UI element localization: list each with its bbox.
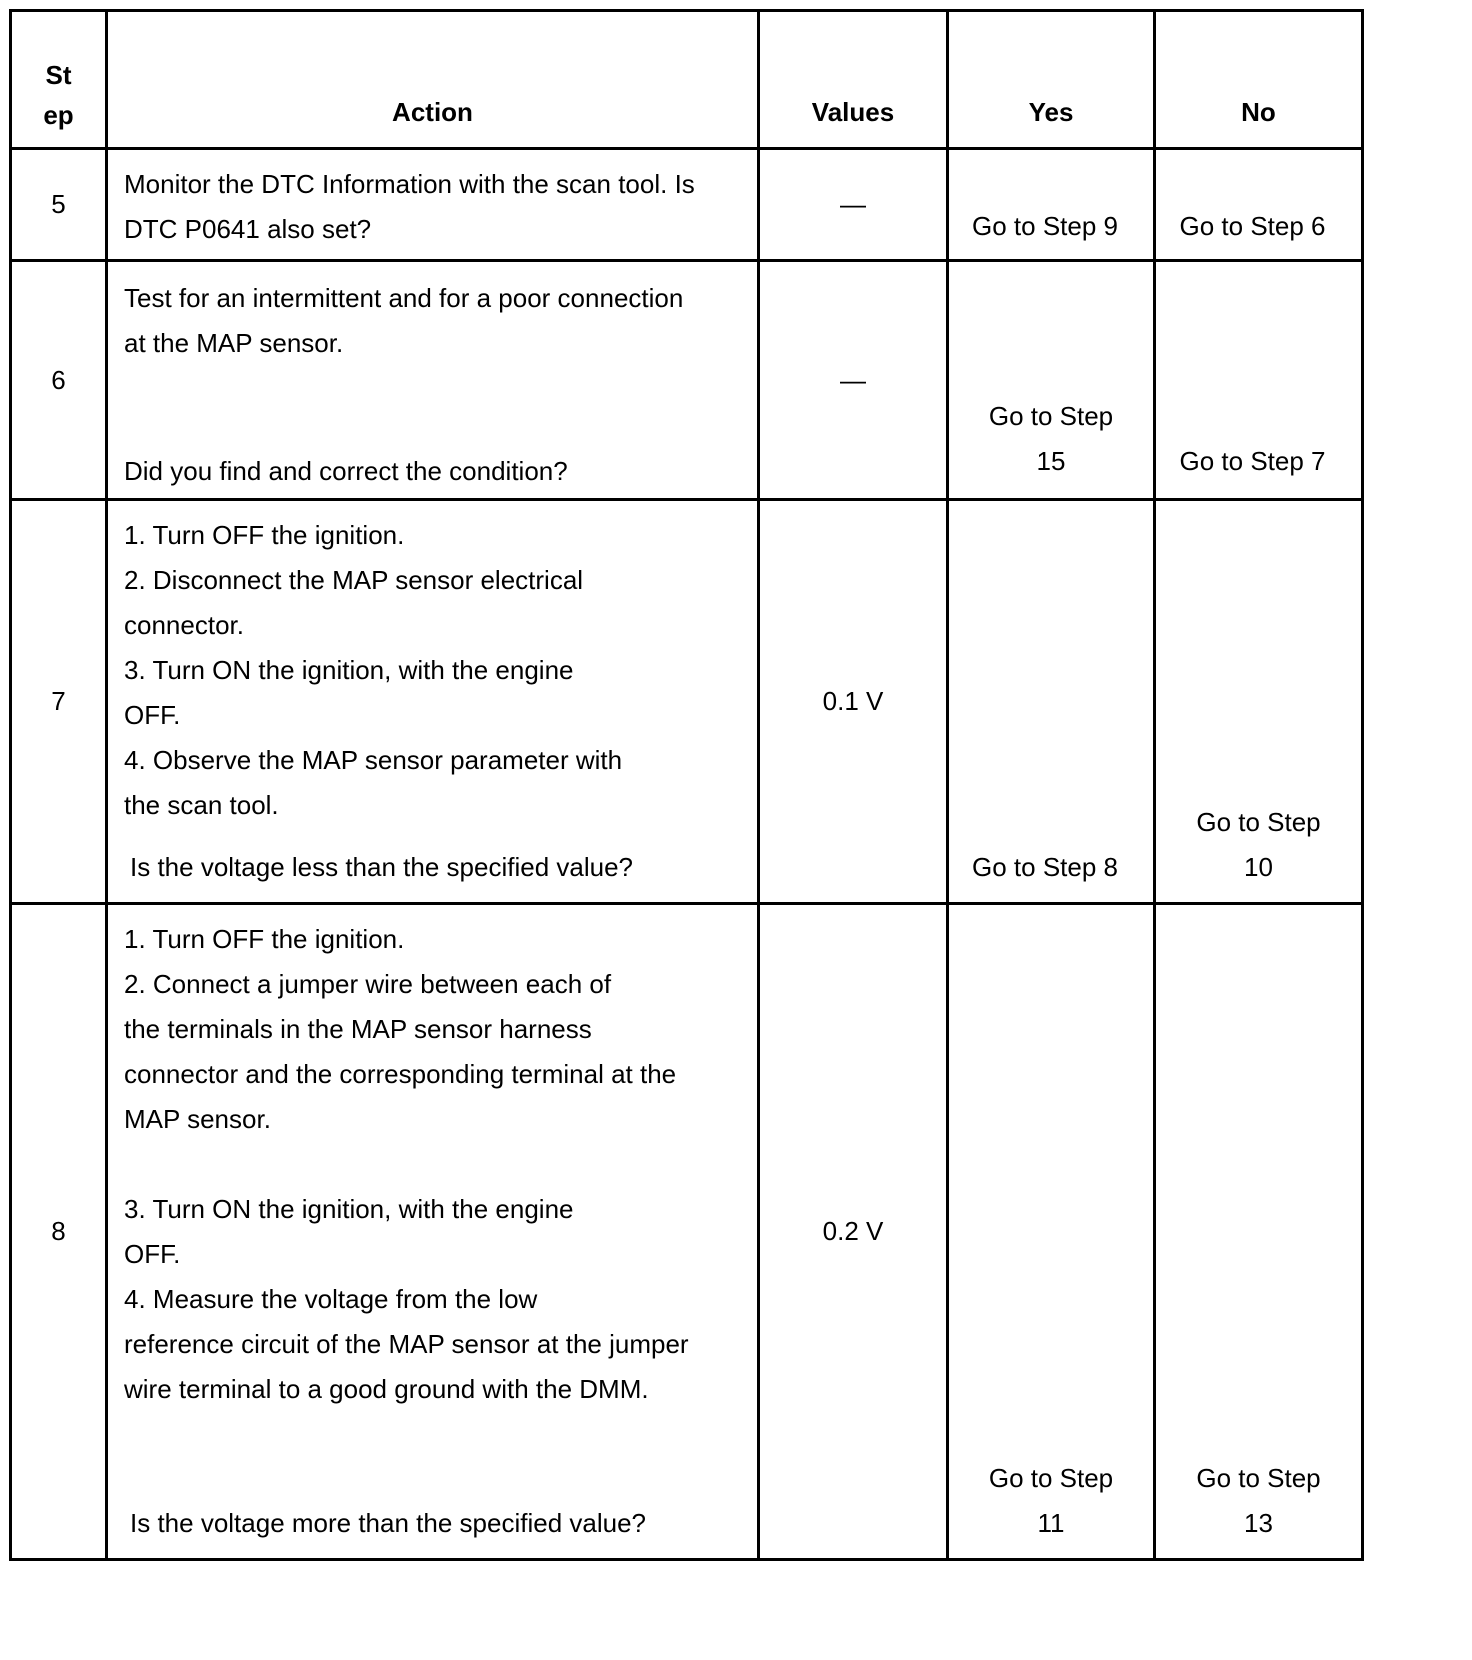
- diagnostic-table: [9, 9, 1364, 1561]
- yes-text-line: Go to Step: [988, 401, 1114, 431]
- value-cell: —: [759, 261, 948, 500]
- header-values: Values: [759, 11, 948, 149]
- action-line: 3. Turn ON the ignition, with the engine: [124, 655, 574, 685]
- action-cell: [107, 500, 759, 904]
- action-line: MAP sensor.: [124, 1104, 271, 1134]
- yes-text: Go to Step 8: [972, 852, 1118, 882]
- action-line: OFF.: [124, 1239, 181, 1269]
- yes-cell: [948, 149, 1155, 261]
- no-cell: [1155, 500, 1363, 904]
- step-number: 8: [11, 904, 107, 1560]
- action-line: reference circuit of the MAP sensor at the jumper: [124, 1329, 689, 1359]
- action-line: 2. Connect a jumper wire between each of: [124, 969, 612, 999]
- action-line: [124, 1142, 757, 1187]
- no-cell: [1155, 904, 1363, 1560]
- action-question: Is the voltage more than the specified value?: [130, 1508, 646, 1538]
- header-yes: Yes: [948, 11, 1155, 149]
- yes-text: [949, 394, 1153, 484]
- header-step-line1: St: [45, 60, 72, 90]
- action-line: 3. Turn ON the ignition, with the engine: [124, 1194, 574, 1224]
- value-cell: —: [759, 149, 948, 261]
- yes-text-line: Go to Step: [988, 1463, 1114, 1493]
- header-action: Action: [107, 11, 759, 149]
- table-row: [11, 500, 1363, 904]
- no-cell: [1155, 149, 1363, 261]
- yes-text: Go to Step 9: [972, 211, 1118, 241]
- no-text-line: Go to Step: [1196, 1463, 1321, 1493]
- table-row: [11, 149, 1363, 261]
- no-text-line: 13: [1244, 1508, 1273, 1538]
- action-line: Monitor the DTC Information with the scan tool. Is: [124, 169, 695, 199]
- action-cell: [107, 149, 759, 261]
- no-text: Go to Step 6: [1179, 211, 1326, 241]
- table-row: [11, 261, 1363, 500]
- no-text: Go to Step 7: [1179, 446, 1326, 476]
- action-cell: [107, 261, 759, 500]
- action-line: 4. Observe the MAP sensor parameter with: [124, 745, 623, 775]
- yes-text-line: 15: [1036, 446, 1066, 476]
- yes-cell: [948, 904, 1155, 1560]
- action-question: Did you find and correct the condition?: [124, 456, 568, 486]
- yes-text-line: 11: [1037, 1508, 1065, 1538]
- action-line: 4. Measure the voltage from the low: [124, 1284, 538, 1314]
- yes-cell: [948, 500, 1155, 904]
- action-line: DTC P0641 also set?: [124, 214, 372, 244]
- value-cell: 0.1 V: [759, 500, 948, 904]
- action-line: OFF.: [124, 700, 181, 730]
- action-line: 1. Turn OFF the ignition.: [124, 520, 405, 550]
- action-line: the terminals in the MAP sensor harness: [124, 1014, 592, 1044]
- yes-text: [949, 1456, 1153, 1546]
- value-cell: 0.2 V: [759, 904, 948, 1560]
- action-question: Is the voltage less than the specified value?: [130, 852, 633, 882]
- header-no: No: [1155, 11, 1363, 149]
- no-text: [1156, 1456, 1361, 1546]
- action-line: 2. Disconnect the MAP sensor electrical: [124, 565, 584, 595]
- step-number: 6: [11, 261, 107, 500]
- yes-cell: [948, 261, 1155, 500]
- step-number: 7: [11, 500, 107, 904]
- action-cell: [107, 904, 759, 1560]
- no-text-line: Go to Step: [1196, 807, 1321, 837]
- action-line: Test for an intermittent and for a poor connection: [124, 283, 684, 313]
- action-line: the scan tool.: [124, 790, 279, 820]
- header-row: [11, 11, 1363, 149]
- table-row: [11, 904, 1363, 1560]
- action-line: connector.: [124, 610, 244, 640]
- no-text-line: 10: [1244, 852, 1273, 882]
- action-line: at the MAP sensor.: [124, 328, 344, 358]
- step-number: 5: [11, 149, 107, 261]
- action-line: wire terminal to a good ground with the DMM.: [124, 1374, 649, 1404]
- header-step: [11, 11, 107, 149]
- action-line: 1. Turn OFF the ignition.: [124, 924, 405, 954]
- no-cell: [1155, 261, 1363, 500]
- no-text: [1156, 800, 1361, 890]
- action-line: connector and the corresponding terminal at the: [124, 1059, 677, 1089]
- header-step-line2: ep: [43, 100, 74, 130]
